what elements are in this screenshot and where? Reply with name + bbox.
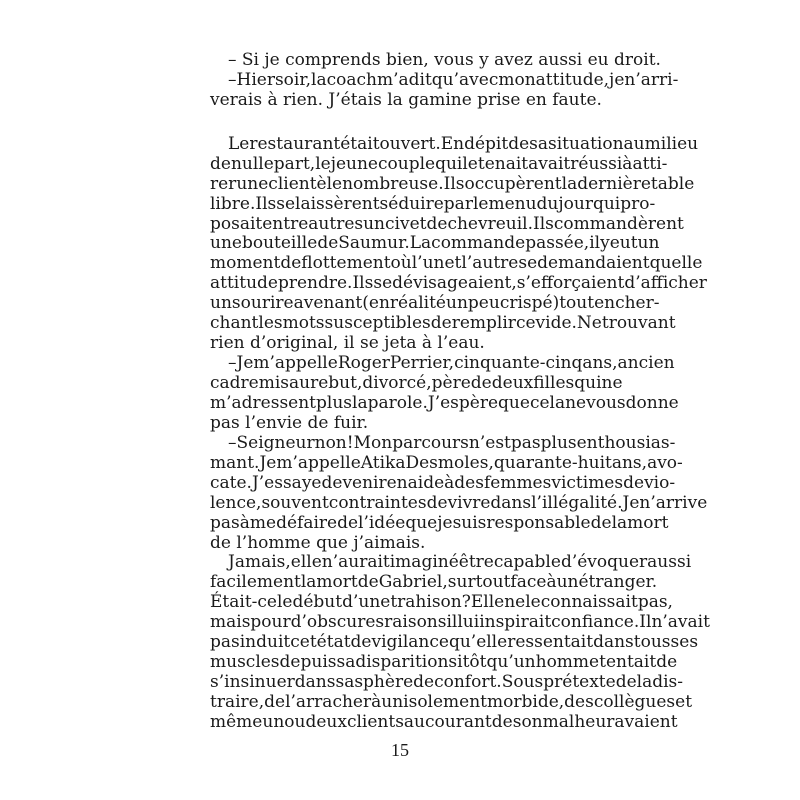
text-line: traire, de l’arracher à un isolement morbide, des collègues et — [210, 692, 693, 713]
text-line: de l’homme que j’aimais. — [210, 532, 426, 553]
text-line: facilement la mort de Gabriel, surtout face à un étranger. — [210, 572, 658, 593]
text-line: de nulle part, le jeune couple qui le tenait avait réussi à atti- — [210, 153, 668, 174]
text-line: – Si je comprends bien, vous y avez aussi eu droit. — [228, 50, 661, 70]
text-line: chant les mots susceptibles de remplir ce vide. Ne trouvant — [210, 313, 676, 334]
text-line: cate. J’essaye de venir en aide à des femmes victimes de vio- — [210, 472, 676, 493]
text-line: moment de flottement où l’un et l’autre se demandaient quelle — [210, 253, 703, 274]
text-line: verais à rien. J’étais la gamine prise en faute. — [210, 89, 602, 110]
text-line: – Hier soir, la coach m’a dit qu’avec mon attitude, je n’arri- — [228, 69, 679, 90]
text-line: Le restaurant était ouvert. En dépit de sa situation au milieu — [228, 133, 699, 154]
text-line: pas induit cet état de vigilance qu’elle ressentait dans tous ses — [210, 632, 699, 653]
text-line: Était-ce le début d’une trahison ? Elle ne le connaissait pas, — [210, 592, 673, 613]
page-number: 15 — [391, 740, 409, 760]
text-line: Jamais, elle n’aurait imaginé être capable d’évoquer aussi — [228, 552, 692, 573]
text-line: posait entre autres un civet de chevreuil. Ils commandèrent — [210, 213, 684, 234]
text-line: attitude prendre. Ils se dévisageaient, s’efforçaient d’afficher — [210, 273, 707, 294]
text-line: même un ou deux clients au courant de son malheur avaient — [210, 712, 678, 732]
text-line: s’insinuer dans sa sphère de confort. Sous prétexte de la dis- — [210, 672, 684, 693]
text-line: une bouteille de Saumur. La commande passée, il y eut un — [210, 233, 660, 254]
text-line: pas l’envie de fuir. — [210, 412, 369, 433]
text-line: – Je m’appelle Roger Perrier, cinquante-cinq ans, ancien — [228, 353, 675, 374]
text-line: rer une clientèle nombreuse. Ils occupèrent la dernière table — [210, 173, 695, 194]
text-line: pas à me défaire de l’idée que je suis responsable de la mort — [210, 512, 669, 533]
text-line: un sourire avenant (en réalité un peu crispé) tout en cher- — [210, 293, 660, 314]
text-line: muscles depuis sa disparition sitôt qu’un homme tentait de — [210, 652, 678, 673]
text-line: – Seigneur non ! Mon parcours n’est pas plus enthousias- — [228, 432, 676, 453]
text-line: m’adressent plus la parole. J’espère que cela ne vous donne — [210, 392, 679, 413]
text-line: rien d’original, il se jeta à l’eau. — [210, 333, 485, 354]
text-line: libre. Ils se laissèrent séduire par le menu du jour qui pro- — [210, 193, 656, 214]
text-line: lence, souvent contraintes de vivre dans l’illégalité. Je n’arrive — [210, 492, 708, 513]
text-line: mais pour d’obscures raisons il lui inspirait confiance. Il n’avait — [210, 612, 710, 633]
text-line: cadre mis au rebut, divorcé, père de deux filles qui ne — [210, 373, 623, 394]
text-line: mant. Je m’appelle Atika Desmoles, quarante-huit ans, avo- — [210, 452, 683, 473]
